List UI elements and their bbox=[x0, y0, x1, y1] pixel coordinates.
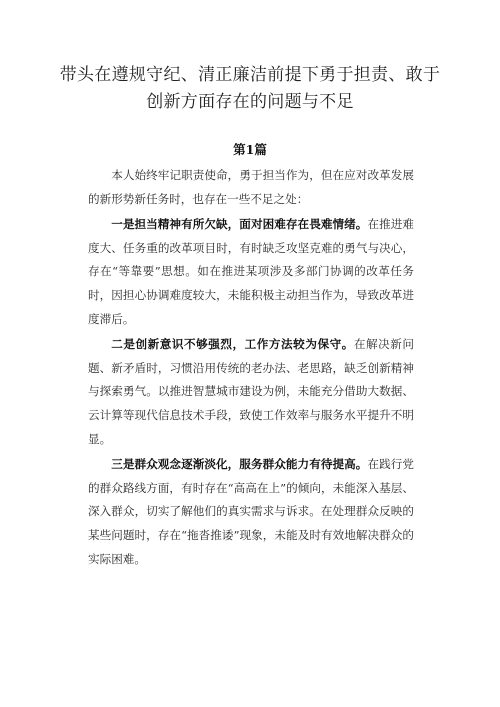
section-heading: 第1篇 bbox=[233, 142, 267, 157]
intro-paragraph: 本人始终牢记职责使命，勇于担当作为，但在应对改革发展的新形势新任务时，也存在一些不足之处： bbox=[88, 168, 414, 206]
point-paragraph-1 bbox=[88, 213, 414, 331]
point-lead-3: 三是群众观念逐渐淡化，服务群众能力有待提高。 bbox=[111, 457, 368, 472]
point-lead-1: 一是担当精神有所欠缺，面对困难存在畏难情绪。 bbox=[111, 217, 368, 232]
point-paragraph-2 bbox=[88, 333, 414, 451]
point-text-1: 在推进难度大、任务重的改革项目时，有时缺乏攻坚克难的勇气与决心，存在“等靠要”思想。如在推进某项涉及多部门协调的改革任务时，因担心协调难度较大，未能积极主动担当作为，导致改革进度滞后。 bbox=[88, 217, 414, 326]
point-lead-2: 二是创新意识不够强烈，工作方法较为保守。 bbox=[111, 337, 354, 352]
point-text-3: 在践行党的群众路线方面，有时存在“高高在上”的倾向，未能深入基层、深入群众，切实了解他们的真实需求与诉求。在处理群众反映的某些问题时，存在“拖沓推诿”现象，未能及时有效地解决群众的实际困难。 bbox=[88, 457, 414, 566]
point-text-2: 在解决新问题、新矛盾时，习惯沿用传统的老办法、老思路，缺乏创新精神与探索勇气。以推进智慧城市建设为例，未能充分借助大数据、云计算等现代信息技术手段，致使工作效率与服务水平提升不明显。 bbox=[88, 337, 414, 446]
document-body bbox=[88, 164, 414, 573]
point-paragraph-3 bbox=[88, 453, 414, 571]
document-title: 带头在遵规守纪、清正廉洁前提下勇于担责、敢于创新方面存在的问题与不足 bbox=[59, 65, 441, 112]
